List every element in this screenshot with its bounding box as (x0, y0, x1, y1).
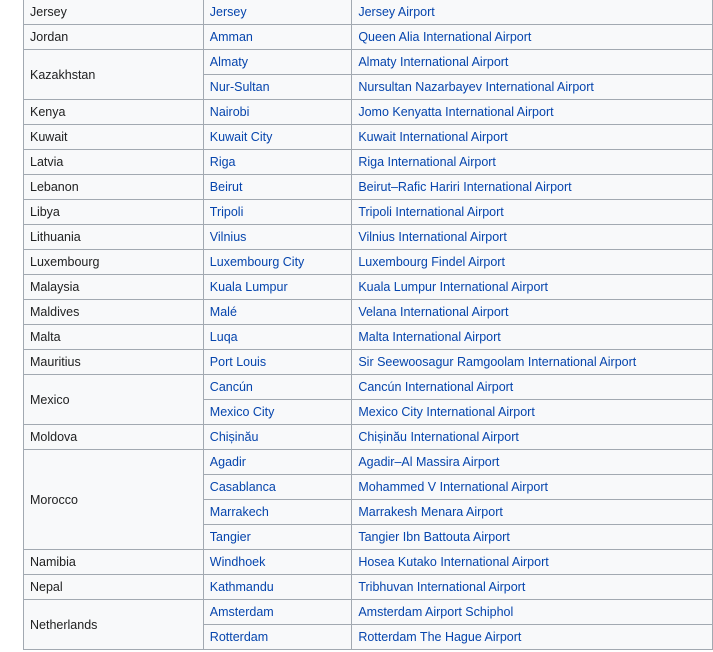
country-cell: Namibia (24, 550, 204, 575)
country-cell: Mauritius (24, 350, 204, 375)
table-row (24, 175, 713, 200)
airport-cell (352, 450, 713, 475)
airport-cell (352, 525, 713, 550)
country-cell: Netherlands (24, 600, 204, 650)
airport-link[interactable]: Kuwait International Airport (358, 130, 508, 144)
airport-cell (352, 375, 713, 400)
airports-table-body (24, 0, 713, 650)
city-cell (203, 125, 352, 150)
city-link[interactable]: Cancún (209, 380, 253, 394)
city-cell (203, 175, 352, 200)
table-row (24, 0, 713, 25)
airport-link[interactable]: Velana International Airport (358, 305, 509, 319)
airport-link[interactable]: Luxembourg Findel Airport (358, 255, 505, 269)
airport-link[interactable]: Mexico City International Airport (358, 405, 535, 419)
city-cell (203, 250, 352, 275)
airport-link[interactable]: Sir Seewoosagur Ramgoolam International Airport (358, 355, 637, 369)
airport-cell (352, 25, 713, 50)
city-link[interactable]: Tripoli (209, 205, 244, 219)
airport-cell (352, 0, 713, 25)
city-link[interactable]: Marrakech (209, 505, 269, 519)
airport-link[interactable]: Jomo Kenyatta International Airport (358, 105, 554, 119)
city-cell (203, 25, 352, 50)
country-cell: Moldova (24, 425, 204, 450)
city-cell (203, 300, 352, 325)
airport-cell (352, 175, 713, 200)
city-cell (203, 350, 352, 375)
country-cell: Jersey (24, 0, 204, 25)
airport-link[interactable]: Hosea Kutako International Airport (358, 555, 549, 569)
airport-cell (352, 325, 713, 350)
table-row (24, 425, 713, 450)
country-cell: Maldives (24, 300, 204, 325)
airport-link[interactable]: Rotterdam The Hague Airport (358, 630, 522, 644)
table-row (24, 125, 713, 150)
city-link[interactable]: Beirut (209, 180, 243, 194)
airport-link[interactable]: Riga International Airport (358, 155, 496, 169)
airport-cell (352, 100, 713, 125)
city-cell (203, 525, 352, 550)
city-cell (203, 450, 352, 475)
city-link[interactable]: Chișinău (209, 430, 259, 444)
table-row (24, 150, 713, 175)
city-link[interactable]: Tangier (209, 530, 251, 544)
table-row (24, 375, 713, 400)
city-cell (203, 475, 352, 500)
airport-link[interactable]: Nursultan Nazarbayev International Airport (358, 80, 594, 94)
airport-cell (352, 475, 713, 500)
airport-cell (352, 200, 713, 225)
airport-cell (352, 600, 713, 625)
city-link[interactable]: Casablanca (209, 480, 276, 494)
airport-cell (352, 150, 713, 175)
country-cell: Libya (24, 200, 204, 225)
country-cell: Latvia (24, 150, 204, 175)
table-row (24, 225, 713, 250)
airport-link[interactable]: Tripoli International Airport (358, 205, 504, 219)
city-cell (203, 375, 352, 400)
city-link[interactable]: Nairobi (209, 105, 250, 119)
city-cell (203, 0, 352, 25)
city-cell (203, 150, 352, 175)
country-cell: Kazakhstan (24, 50, 204, 100)
city-link[interactable]: Windhoek (209, 555, 266, 569)
city-link[interactable]: Almaty (209, 55, 248, 69)
airport-link[interactable]: Agadir–Al Massira Airport (358, 455, 500, 469)
airport-cell (352, 75, 713, 100)
airport-cell (352, 425, 713, 450)
table-row (24, 575, 713, 600)
country-cell: Kuwait (24, 125, 204, 150)
airport-cell (352, 400, 713, 425)
city-cell (203, 100, 352, 125)
city-link[interactable]: Amsterdam (209, 605, 274, 619)
airport-link[interactable]: Kuala Lumpur International Airport (358, 280, 549, 294)
airport-cell (352, 500, 713, 525)
country-cell: Lebanon (24, 175, 204, 200)
city-link[interactable]: Kathmandu (209, 580, 274, 594)
table-row (24, 350, 713, 375)
airport-cell (352, 50, 713, 75)
city-link[interactable]: Port Louis (209, 355, 267, 369)
table-row (24, 25, 713, 50)
country-cell: Morocco (24, 450, 204, 550)
city-link[interactable]: Agadir (209, 455, 246, 469)
airport-link[interactable]: Tangier Ibn Battouta Airport (358, 530, 510, 544)
table-row (24, 550, 713, 575)
city-link[interactable]: Luqa (209, 330, 238, 344)
airport-link[interactable]: Chișinău International Airport (358, 430, 519, 444)
city-cell (203, 400, 352, 425)
airport-cell (352, 250, 713, 275)
airport-link[interactable]: Vilnius International Airport (358, 230, 507, 244)
airport-cell (352, 575, 713, 600)
city-cell (203, 550, 352, 575)
airport-cell (352, 125, 713, 150)
city-link[interactable]: Kuala Lumpur (209, 280, 288, 294)
city-cell (203, 50, 352, 75)
country-cell: Kenya (24, 100, 204, 125)
country-cell: Luxembourg (24, 250, 204, 275)
table-row (24, 600, 713, 625)
country-cell: Mexico (24, 375, 204, 425)
airport-link[interactable]: Mohammed V International Airport (358, 480, 549, 494)
city-cell (203, 575, 352, 600)
city-link[interactable]: Malé (209, 305, 237, 319)
airport-link[interactable]: Amsterdam Airport Schiphol (358, 605, 514, 619)
airport-link[interactable]: Marrakesh Menara Airport (358, 505, 503, 519)
airport-link[interactable]: Almaty International Airport (358, 55, 509, 69)
airports-table (23, 0, 713, 650)
city-cell (203, 500, 352, 525)
airport-link[interactable]: Queen Alia International Airport (358, 30, 532, 44)
table-row (24, 300, 713, 325)
country-cell: Nepal (24, 575, 204, 600)
country-cell: Jordan (24, 25, 204, 50)
table-row (24, 325, 713, 350)
airport-link[interactable]: Beirut–Rafic Hariri International Airport (358, 180, 572, 194)
city-cell (203, 225, 352, 250)
table-row (24, 450, 713, 475)
city-link[interactable]: Nur-Sultan (209, 80, 270, 94)
city-link[interactable]: Vilnius (209, 230, 247, 244)
table-row (24, 200, 713, 225)
airport-cell (352, 625, 713, 650)
city-link[interactable]: Mexico City (209, 405, 275, 419)
city-link[interactable]: Amman (209, 30, 253, 44)
city-cell (203, 325, 352, 350)
city-cell (203, 600, 352, 625)
airport-link[interactable]: Cancún International Airport (358, 380, 514, 394)
airport-cell (352, 300, 713, 325)
city-link[interactable]: Rotterdam (209, 630, 269, 644)
country-cell: Malaysia (24, 275, 204, 300)
airport-link[interactable]: Tribhuvan International Airport (358, 580, 526, 594)
city-cell (203, 625, 352, 650)
city-cell (203, 275, 352, 300)
city-cell (203, 75, 352, 100)
airport-link[interactable]: Jersey Airport (358, 5, 435, 19)
table-row (24, 100, 713, 125)
table-row (24, 50, 713, 75)
airport-cell (352, 550, 713, 575)
airport-cell (352, 350, 713, 375)
city-cell (203, 200, 352, 225)
city-link[interactable]: Kuwait City (209, 130, 273, 144)
airport-cell (352, 225, 713, 250)
airport-cell (352, 275, 713, 300)
city-cell (203, 425, 352, 450)
country-cell: Lithuania (24, 225, 204, 250)
city-link[interactable]: Jersey (209, 5, 247, 19)
city-link[interactable]: Luxembourg City (209, 255, 305, 269)
table-row (24, 250, 713, 275)
country-cell: Malta (24, 325, 204, 350)
table-row (24, 275, 713, 300)
city-link[interactable]: Riga (209, 155, 236, 169)
airport-link[interactable]: Malta International Airport (358, 330, 501, 344)
